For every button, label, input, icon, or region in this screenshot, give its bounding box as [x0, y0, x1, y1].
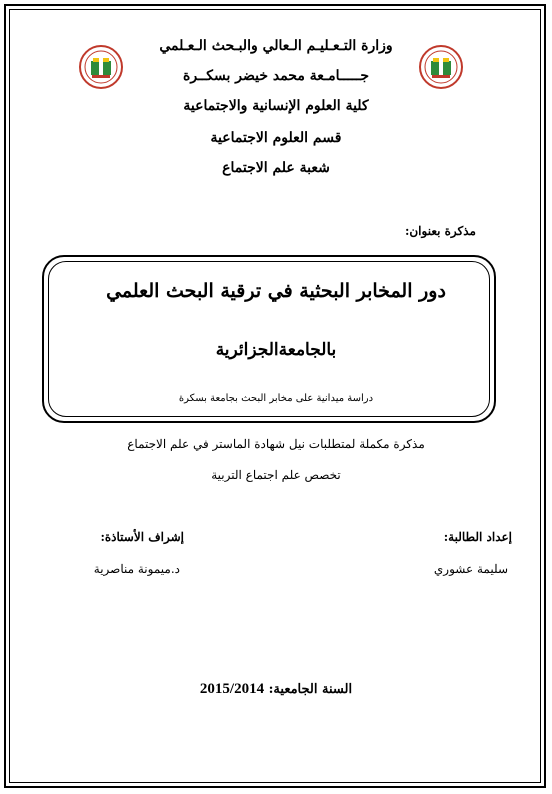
university-name: جـــــامـعة محمد خيضر بسكــرة — [182, 68, 369, 84]
specialization: تخصص علم اجتماع التربية — [211, 468, 341, 482]
faculty-name: كلية العلوم الإنسانية والاجتماعية — [183, 98, 369, 114]
student-label: إعداد الطالبة: — [443, 530, 512, 544]
academic-year-label: السنة الجامعية: — [268, 682, 353, 697]
thesis-title-line2: بالجامعةالجزائرية — [215, 340, 337, 360]
supervisor-label: إشراف الأستاذة: — [100, 530, 184, 544]
branch-name: شعبة علم الاجتماع — [222, 160, 330, 176]
thesis-subtitle: دراسة ميدانية على مخابر البحث بجامعة بسكرة — [178, 393, 374, 404]
ministry-name: وزارة التـعـليـم الـعالي والبـحث الـعـلمي — [159, 38, 393, 54]
academic-year-value: 2015/2014 — [199, 681, 265, 697]
department-name: قسم العلوم الاجتماعية — [210, 130, 342, 146]
memo-label: مذكرة بعنوان: — [404, 224, 476, 238]
academic-year — [0, 681, 552, 698]
supervisor-name: د.ميمونة مناصرية — [93, 562, 180, 576]
degree-description: مذكرة مكملة لمتطلبات نيل شهادة الماستر في علم الاجتماع — [127, 437, 425, 451]
student-name: سليمة عشوري — [433, 562, 508, 576]
thesis-title-line1: دور المخابر البحثية في ترقية البحث العلمي — [106, 280, 446, 302]
